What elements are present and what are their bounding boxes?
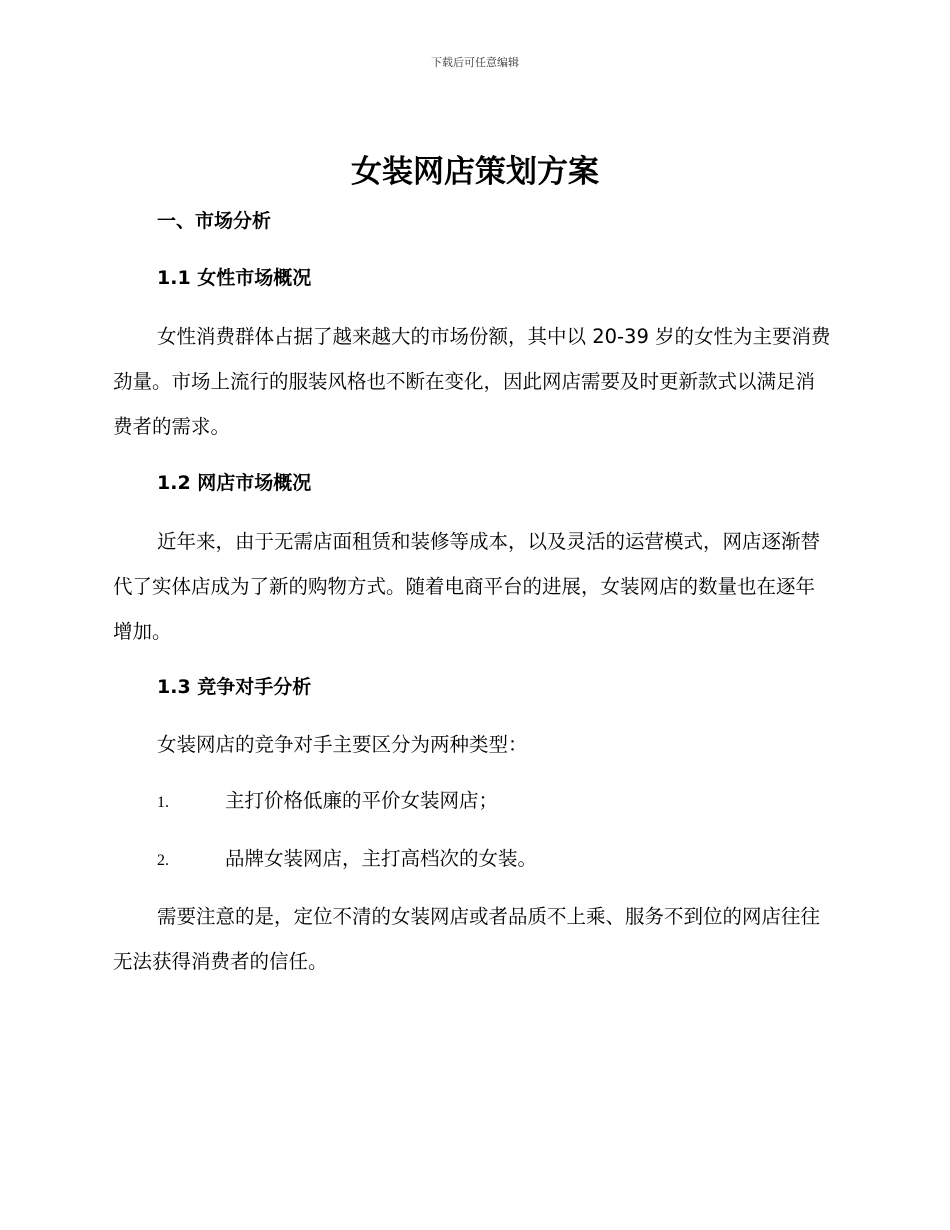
list-item-text: 品牌女装网店，主打高档次的女装。 [225, 847, 538, 870]
paragraph-competitor-intro: 女装网店的竞争对手主要区分为两种类型： [157, 733, 528, 756]
page-header-note: 下载后可任意编辑 [431, 56, 519, 69]
paragraph-online-store-market: 近年来，由于无需店面租赁和装修等成本，以及灵活的运营模式，网店逐渐替代了实体店成为了新的购物方式。随着电商平台的进展，女装网店的数量也在逐年增加。 [113, 530, 821, 643]
subsection-heading-competitor-analysis: 1.3 竞争对手分析 [157, 676, 312, 698]
list-item [157, 786, 498, 818]
list-item [157, 844, 537, 876]
subsection-heading-online-store-market: 1.2 网店市场概况 [157, 472, 312, 494]
list-item-text: 主打价格低廉的平价女装网店； [225, 789, 499, 812]
section-heading-market-analysis: 一、市场分析 [157, 210, 272, 232]
paragraph-female-market: 女性消费群体占据了越来越大的市场份额，其中以 20-39 岁的女性为主要消费劲量。市场上流行的服装风格也不断在变化，因此网店需要及时更新款式以满足消费者的需求。 [113, 325, 831, 438]
list-item-number: 1. [157, 794, 169, 811]
subsection-heading-female-market: 1.1 女性市场概况 [157, 267, 312, 289]
document-title: 女装网店策划方案 [351, 154, 599, 190]
paragraph-competitor-note: 需要注意的是，定位不清的女装网店或者品质不上乘、服务不到位的网店往往无法获得消费者的信任。 [113, 905, 821, 973]
list-item-number: 2. [157, 852, 169, 869]
